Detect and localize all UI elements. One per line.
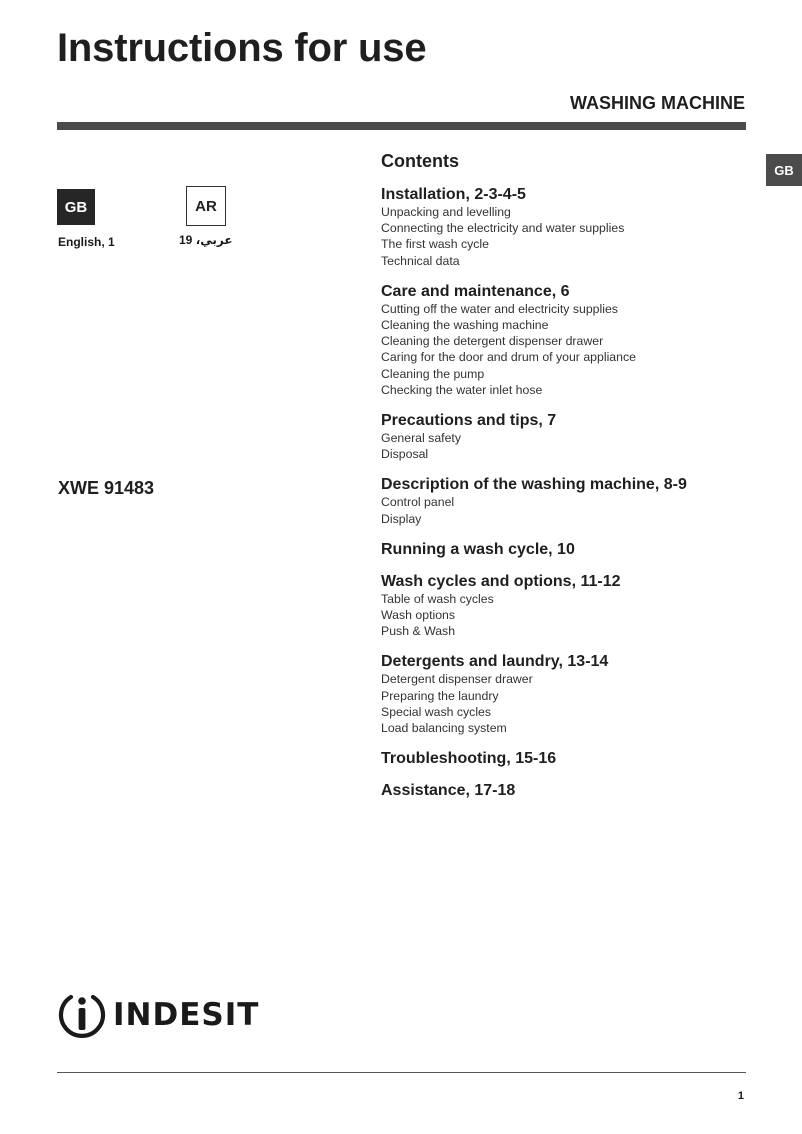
toc-item[interactable]: Cleaning the detergent dispenser drawer — [381, 334, 604, 349]
model-number: XWE 91483 — [58, 478, 155, 498]
toc-section-title[interactable]: Detergents and laundry, 13-14 — [381, 653, 609, 671]
toc-section-title[interactable]: Wash cycles and options, 11-12 — [381, 572, 621, 590]
toc-section-title[interactable]: Precautions and tips, 7 — [381, 412, 557, 430]
table-of-contents — [381, 151, 761, 813]
contents-sections — [381, 185, 761, 800]
toc-section — [381, 411, 761, 462]
toc-item[interactable]: Cutting off the water and electricity supplies — [381, 301, 618, 316]
toc-section — [381, 749, 761, 768]
toc-section-title[interactable]: Troubleshooting, 15-16 — [381, 750, 557, 768]
document-title: Instructions for use — [57, 26, 427, 70]
toc-section — [381, 572, 761, 640]
toc-item[interactable]: Load balancing system — [381, 721, 507, 736]
language-label-ar: عربي، 19 — [179, 233, 233, 247]
toc-item[interactable]: Technical data — [381, 253, 460, 268]
toc-item[interactable]: General safety — [381, 431, 461, 446]
language-box-gb[interactable]: GB — [57, 189, 95, 225]
toc-section — [381, 781, 761, 800]
language-label-gb: English, 1 — [58, 235, 115, 249]
toc-item[interactable]: Caring for the door and drum of your appliance — [381, 350, 636, 365]
toc-section-title[interactable]: Description of the washing machine, 8-9 — [381, 476, 687, 494]
toc-section-title[interactable]: Running a wash cycle, 10 — [381, 540, 575, 558]
toc-section — [381, 475, 761, 526]
toc-section — [381, 540, 761, 559]
language-box-ar[interactable]: AR — [186, 186, 226, 226]
toc-item[interactable]: The first wash cycle — [381, 237, 489, 252]
toc-item[interactable]: Connecting the electricity and water supplies — [381, 221, 625, 236]
header-rule — [57, 122, 746, 130]
footer-rule — [57, 1072, 746, 1073]
toc-item[interactable]: Unpacking and levelling — [381, 205, 511, 219]
document-subtitle: WASHING MACHINE — [570, 93, 745, 113]
toc-item[interactable]: Cleaning the washing machine — [381, 318, 549, 333]
toc-item[interactable]: Table of wash cycles — [381, 591, 494, 606]
brand-logo — [57, 990, 259, 1040]
toc-section-title[interactable]: Installation, 2-3-4-5 — [381, 186, 526, 203]
toc-section — [381, 185, 761, 269]
contents-heading: Contents — [381, 151, 459, 171]
toc-section-title[interactable]: Assistance, 17-18 — [381, 782, 516, 800]
toc-item[interactable]: Display — [381, 511, 422, 526]
page-number: 1 — [737, 1090, 744, 1102]
toc-section — [381, 652, 761, 736]
brand-name: INDESIT — [113, 997, 260, 1033]
toc-item[interactable]: Push & Wash — [381, 624, 456, 639]
toc-item[interactable]: Special wash cycles — [381, 704, 492, 719]
indesit-logo-icon — [57, 990, 107, 1040]
toc-section — [381, 282, 761, 398]
toc-item[interactable]: Cleaning the pump — [381, 366, 485, 381]
toc-section-title[interactable]: Care and maintenance, 6 — [381, 282, 570, 300]
toc-item[interactable]: Wash options — [381, 608, 456, 623]
toc-item[interactable]: Control panel — [381, 495, 455, 510]
toc-item[interactable]: Disposal — [381, 447, 429, 462]
toc-item[interactable]: Checking the water inlet hose — [381, 382, 543, 397]
toc-item[interactable]: Detergent dispenser drawer — [381, 672, 533, 687]
language-side-tab[interactable]: GB — [766, 154, 802, 186]
toc-item[interactable]: Preparing the laundry — [381, 688, 499, 703]
